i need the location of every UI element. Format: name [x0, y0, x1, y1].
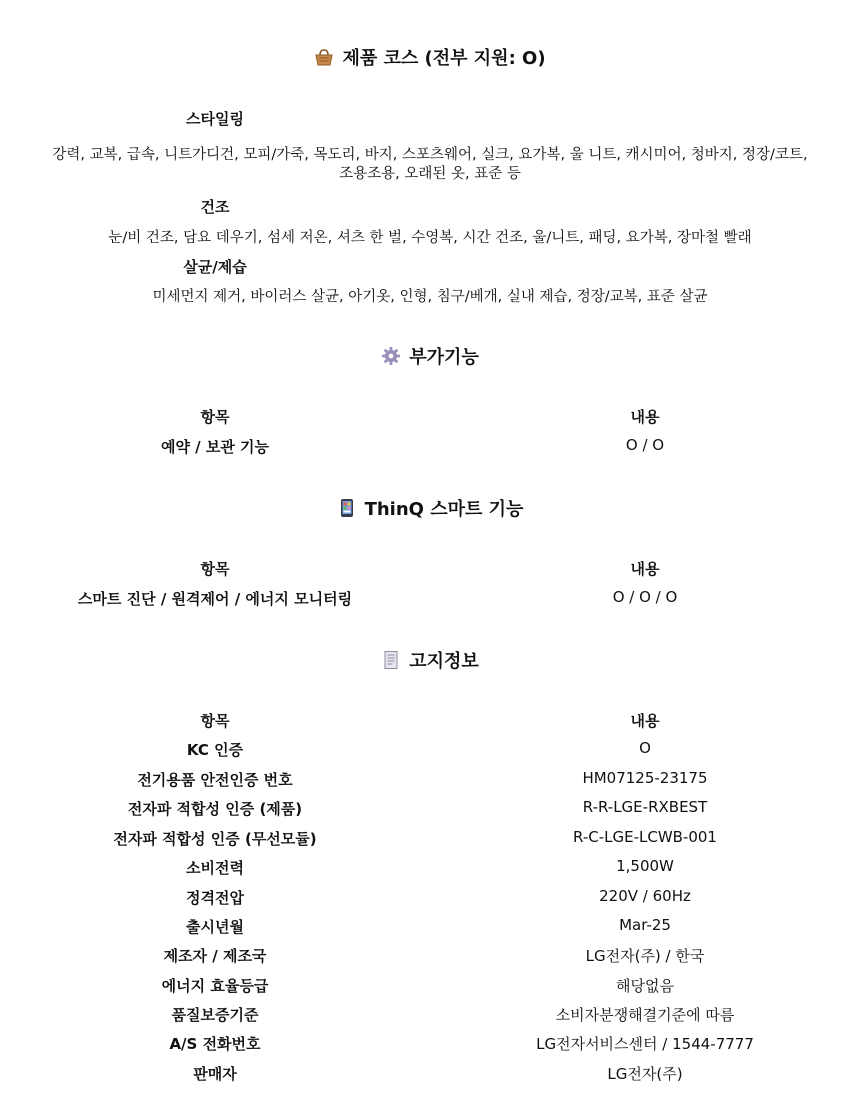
- notice-col-item: 항목: [200, 712, 230, 730]
- course-heading: [0, 44, 860, 70]
- notice-heading: [0, 647, 860, 673]
- notice-row-item: 소비전력: [186, 859, 244, 877]
- extra-row-value: O / O: [625, 436, 665, 454]
- notice-row-value: 1,500W: [616, 857, 674, 875]
- notice-row-value: 해당없음: [616, 977, 674, 995]
- thinq-row-item: 스마트 진단 / 원격제어 / 에너지 모니터링: [77, 590, 353, 608]
- notice-row-value: LG전자(주): [607, 1065, 683, 1083]
- dry-line: 눈/비 건조, 담요 데우기, 섬세 저온, 셔츠 한 벌, 수영복, 시간 건조, 울/니트, 패딩, 요가복, 장마철 빨래: [108, 230, 752, 246]
- notice-row-item: 판매자: [193, 1065, 237, 1083]
- notice-row-value: R-C-LGE-LCWB-001: [573, 828, 717, 846]
- thinq-heading: [0, 495, 860, 521]
- thinq-col-item: 항목: [200, 560, 230, 578]
- styling-line-2: 조용조용, 오래된 옷, 표준 등: [339, 166, 521, 182]
- notice-row-item: KC 인증: [186, 741, 244, 759]
- document-icon: [381, 650, 401, 670]
- notice-row-item: 제조자 / 제조국: [163, 947, 267, 965]
- notice-row-value: O: [639, 739, 651, 757]
- dry-label: 건조: [200, 198, 230, 216]
- sterilize-label: 살균/제습: [183, 258, 247, 276]
- thinq-title: ThinQ 스마트 기능: [364, 499, 524, 520]
- extra-title: 부가기능: [409, 347, 479, 368]
- notice-row-item: 정격전압: [186, 889, 244, 907]
- notice-row-item: 품질보증기준: [171, 1006, 259, 1024]
- course-title: 제품 코스 (전부 지원: O): [342, 48, 546, 69]
- styling-label: 스타일링: [186, 110, 244, 128]
- notice-col-value: 내용: [630, 712, 660, 730]
- extra-col-value: 내용: [630, 408, 660, 426]
- thinq-row-value: O / O / O: [612, 588, 678, 606]
- extra-heading: [0, 343, 860, 369]
- notice-row-item: 전자파 적합성 인증 (제품): [127, 800, 303, 818]
- extra-col-item: 항목: [200, 408, 230, 426]
- notice-row-value: 소비자분쟁해결기준에 따름: [555, 1006, 735, 1024]
- notice-row-value: 220V / 60Hz: [599, 887, 691, 905]
- basket-icon: [314, 47, 334, 67]
- notice-row-item: A/S 전화번호: [169, 1035, 261, 1053]
- styling-line-1: 강력, 교복, 급속, 니트가디건, 모피/가죽, 목도리, 바지, 스포츠웨어, 실크, 요가복, 울 니트, 캐시미어, 청바지, 정장/코트,: [52, 147, 808, 163]
- notice-row-item: 출시년월: [186, 918, 244, 936]
- thinq-col-value: 내용: [630, 560, 660, 578]
- phone-icon: [337, 498, 357, 518]
- notice-row-item: 에너지 효율등급: [161, 977, 269, 995]
- gear-icon: [381, 346, 401, 366]
- notice-row-value: R-R-LGE-RXBEST: [582, 798, 708, 816]
- notice-row-value: Mar-25: [619, 916, 671, 934]
- notice-row-value: LG전자(주) / 한국: [585, 947, 705, 965]
- notice-row-value: LG전자서비스센터 / 1544-7777: [536, 1035, 754, 1053]
- notice-row-item: 전자파 적합성 인증 (무선모듈): [113, 830, 317, 848]
- sterilize-line: 미세먼지 제거, 바이러스 살균, 아기옷, 인형, 침구/베개, 실내 제습, 정장/교복, 표준 살균: [152, 289, 708, 305]
- notice-title: 고지정보: [409, 651, 479, 672]
- extra-row-item: 예약 / 보관 기능: [160, 438, 270, 456]
- notice-row-item: 전기용품 안전인증 번호: [137, 771, 293, 789]
- notice-row-value: HM07125-23175: [582, 769, 708, 787]
